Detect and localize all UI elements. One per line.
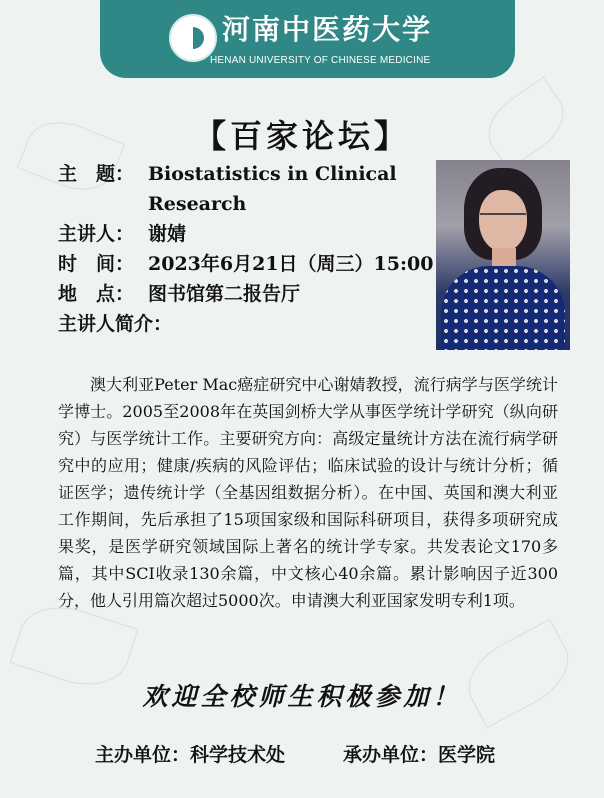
speaker-neck	[492, 248, 516, 268]
speaker-bio: 澳大利亚Peter Mac癌症研究中心谢婧教授，流行病学与医学统计学博士。2005至2008年在英国剑桥大学从事医学统计学研究（纵向研究）与医学统计工作。主要研究方向：高级定量统计方法在流行病学研究中的应用；健康/疾病的风险评估；临床试验的设计与统计分析；循证医学；遗传统计学（全基因组数据分析）。在中国、英国和澳大利亚工作期间，先后承担了15项国家级和国际科研项目，获得多项研究成果奖，是医学研究领域国际上著名的统计学专家。共发表论文170多篇，其中SCI收录130余篇，中文核心40余篇。累计影响因子近300分，他人引用篇次超过5000次。申请澳大利亚国家发明专利1项。	[58, 375, 558, 610]
topic-value: Biostatistics in Clinical Research	[148, 163, 397, 215]
speaker-row	[58, 219, 438, 249]
speaker-value: 谢婧	[148, 223, 187, 245]
welcome-message: 欢迎全校师生积极参加！	[142, 682, 462, 711]
speaker-label: 主讲人：	[58, 223, 135, 245]
speaker-glasses	[480, 213, 526, 222]
university-name-cn: 河南中医药大学	[222, 13, 433, 46]
bio-heading: 主讲人简介：	[58, 313, 173, 335]
university-header	[100, 0, 515, 78]
speaker-dress	[441, 266, 565, 350]
forum-title: 【百家论坛】	[193, 117, 410, 156]
bio-heading-row	[58, 309, 438, 339]
topic-row	[58, 159, 438, 219]
organizers	[95, 740, 555, 767]
place-label: 地 点：	[58, 283, 135, 305]
topic-label: 主 题：	[58, 163, 135, 185]
university-name-en: HENAN UNIVERSITY OF CHINESE MEDICINE	[210, 55, 431, 66]
place-row	[58, 279, 438, 309]
event-details	[58, 159, 438, 339]
time-label: 时 间：	[58, 253, 135, 275]
speaker-photo	[436, 160, 570, 350]
organizer: 主办单位：科学技术处	[95, 744, 286, 766]
place-value: 图书馆第二报告厅	[148, 283, 301, 305]
time-row	[58, 249, 438, 279]
co-organizer: 承办单位：医学院	[343, 744, 496, 766]
time-value: 2023年6月21日（周三）15:00	[148, 253, 434, 275]
